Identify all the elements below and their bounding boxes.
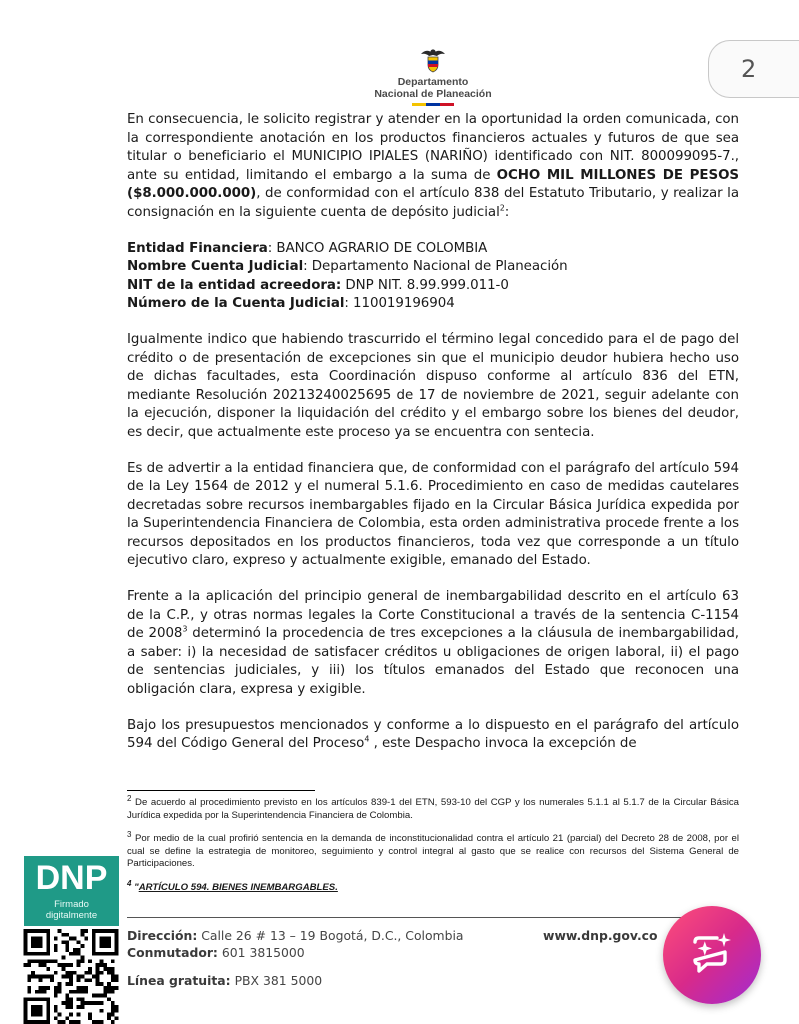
footnote-separator — [127, 790, 315, 791]
account-field-value: : BANCO AGRARIO DE COLOMBIA — [267, 240, 488, 256]
footer-address-value: Calle 26 # 13 – 19 Bogotá, D.C., Colombia — [201, 928, 464, 943]
footnotes — [127, 793, 739, 906]
footer-switchboard-label: Conmutador: — [127, 945, 218, 960]
footer-toll-free-label: Línea gratuita: — [127, 973, 231, 988]
paragraph-text-run: En consecuencia, le solicito registrar y atender en la oportunidad la orden comunicada, con la correspondiente anotación en los productos financieros actuales y futuros de que sea titular o beneficiario el MUNICIPIO IPIALES (NARIÑO) identificado con NIT. 800099095-7., ante su entidad, limitando el embargo a la suma de — [127, 112, 739, 183]
footnote-3-number: 3 — [127, 830, 132, 839]
account-field-value: : Departamento Nacional de Planeación — [303, 259, 568, 275]
footer-switchboard-value: 601 3815000 — [221, 945, 305, 960]
chat-sparkle-icon — [687, 930, 737, 980]
account-field-label: Entidad Financiera — [127, 240, 268, 256]
flag-color-bar — [412, 103, 454, 106]
paragraph-financial-entity-notice: Es de advertir a la entidad financiera que, de conformidad con el parágrafo del artículo 594 de la Ley 1564 de 2012 y el numeral 5.1.6. Procedimiento en caso de medidas cautelares decretadas sobre recursos inembargables fijado en la Circular Básica Jurídica expedida por la Superintendencia Financiera de Colombia, esta orden administrativa procede frente a los recursos depositados en los productos financieros, toda vez que corresponde a un título ejecutivo claro, expreso y actualmente exigible, emanado del Estado. — [127, 460, 739, 569]
qr-code-icon — [22, 929, 120, 1024]
paragraph-exception-invocation — [127, 717, 739, 754]
dnp-badge-logo-text: DNP — [35, 859, 108, 897]
coat-of-arms-icon — [418, 46, 448, 74]
account-field-label: NIT de la entidad acreedora: — [127, 277, 342, 293]
footnote-4 — [127, 878, 739, 895]
account-field-label: Nombre Cuenta Judicial — [127, 259, 304, 275]
paragraph-inembargability-principle — [127, 588, 739, 700]
footnote-4-quote: " — [134, 881, 139, 893]
dept-name-line1: Departamento — [397, 76, 469, 88]
footnote-4-number: 4 — [127, 878, 132, 888]
footnote-2-text: De acuerdo al procedimiento previsto en los artículos 839-1 del ETN, 593-10 del CGP y los numerales 5.1.1 al 5.1.7 de la Circular Básica Jurídica expedida por la Superintendencia Financiera de Colombia. — [127, 797, 739, 821]
account-field-row — [127, 258, 739, 277]
paragraph-text-run: Bajo los presupuestos mencionados y conforme a lo dispuesto en el parágrafo del artículo 594 del Código General del Proceso — [127, 717, 739, 752]
footer-address — [127, 928, 464, 944]
emphasized-amount: OCHO MIL MILLONES DE PESOS ($8.000.000.000) — [127, 167, 739, 202]
footer-address-label: Dirección: — [127, 928, 198, 943]
footer-switchboard — [127, 945, 305, 961]
dnp-signed-badge — [24, 856, 119, 926]
footnote-reference: 2 — [499, 203, 505, 213]
dnp-badge-caption-line2: digitalmente — [45, 910, 98, 921]
paragraph-execution-status: Igualmente indico que habiendo trascurrido el término legal concedido para el de pago del crédito o de presentación de excepciones sin que el municipio deudor hubiera hecho uso de dichas facultades, esta Coordinación dispuso conforme al artículo 836 del ETN, mediante Resolución 20213240025695 de 17 de noviembre de 2021, seguir adelante con la ejecución, disponer la liquidación del crédito y el embargo sobre los bienes del deudor, es decir, que actualmente este proceso ya se encuentra con sentecia. — [127, 331, 739, 440]
page-number-tab — [708, 40, 799, 98]
account-field-row — [127, 295, 739, 314]
paragraph-text-run: , de conformidad con el artículo 838 del Estatuto Tributario, y realizar la consignación en la siguiente cuenta de depósito judicial — [127, 186, 739, 220]
dnp-header-logo — [360, 46, 506, 106]
account-field-value: : 110019196904 — [344, 296, 455, 312]
account-field-row — [127, 277, 739, 296]
document-body — [127, 111, 739, 754]
footer-website-link[interactable]: www.dnp.gov.co — [543, 928, 658, 943]
footer-toll-free — [127, 973, 322, 989]
footnote-2 — [127, 793, 739, 822]
paragraph-text-run: : — [504, 204, 510, 220]
dnp-badge-caption — [24, 899, 119, 921]
footer-separator — [127, 917, 739, 918]
footnote-3 — [127, 830, 739, 871]
paragraph-embargo-request — [127, 111, 739, 223]
account-field-label: Número de la Cuenta Judicial — [127, 296, 345, 312]
dept-name-line2: Nacional de Planeación — [374, 88, 492, 100]
footnote-reference: 4 — [364, 734, 370, 744]
paragraph-text-run: , este Despacho invoca la excepción de — [369, 736, 637, 752]
footnote-3-text: Por medio de la cual profirió sentencia en la demanda de inconstitucionalidad contra el artículo 21 (parcial) del Decreto 28 de 2008, por el cual se define la estrategia de monitoreo, seguimiento y control integral al gasto que se realice con recursos del Sistema General de Participaciones. — [127, 833, 739, 870]
account-field-row — [127, 240, 739, 259]
footnote-2-number: 2 — [127, 793, 132, 803]
page-number: 2 — [741, 55, 757, 83]
paragraph-text-run: Frente a la aplicación del principio general de inembargabilidad descrito en el artículo 63 de la C.P., y otras normas legales la Corte Constitucional a través de la sentencia C-1154 de 2008 — [127, 589, 739, 642]
footer-toll-free-value: PBX 381 5000 — [234, 973, 323, 988]
bank-account-details — [127, 240, 739, 314]
account-field-value: DNP NIT. 8.99.999.011-0 — [341, 277, 509, 293]
ai-chat-fab[interactable] — [663, 906, 761, 1004]
paragraph-text-run: determinó la procedencia de tres excepciones a la cláusula de inembargabilidad, a saber: i) la necesidad de satisfacer créditos u obligaciones de origen laboral, ii) el pago de sentencias judiciales, y iii) los títulos emanados del Estado que reconocen una obligación clara, expresa y exigible. — [127, 626, 739, 698]
footnote-reference: 3 — [182, 624, 188, 634]
dnp-badge-caption-line1: Firmado — [54, 899, 89, 910]
footnote-4-text: ARTÍCULO 594. BIENES INEMBARGABLES. — [138, 881, 338, 893]
